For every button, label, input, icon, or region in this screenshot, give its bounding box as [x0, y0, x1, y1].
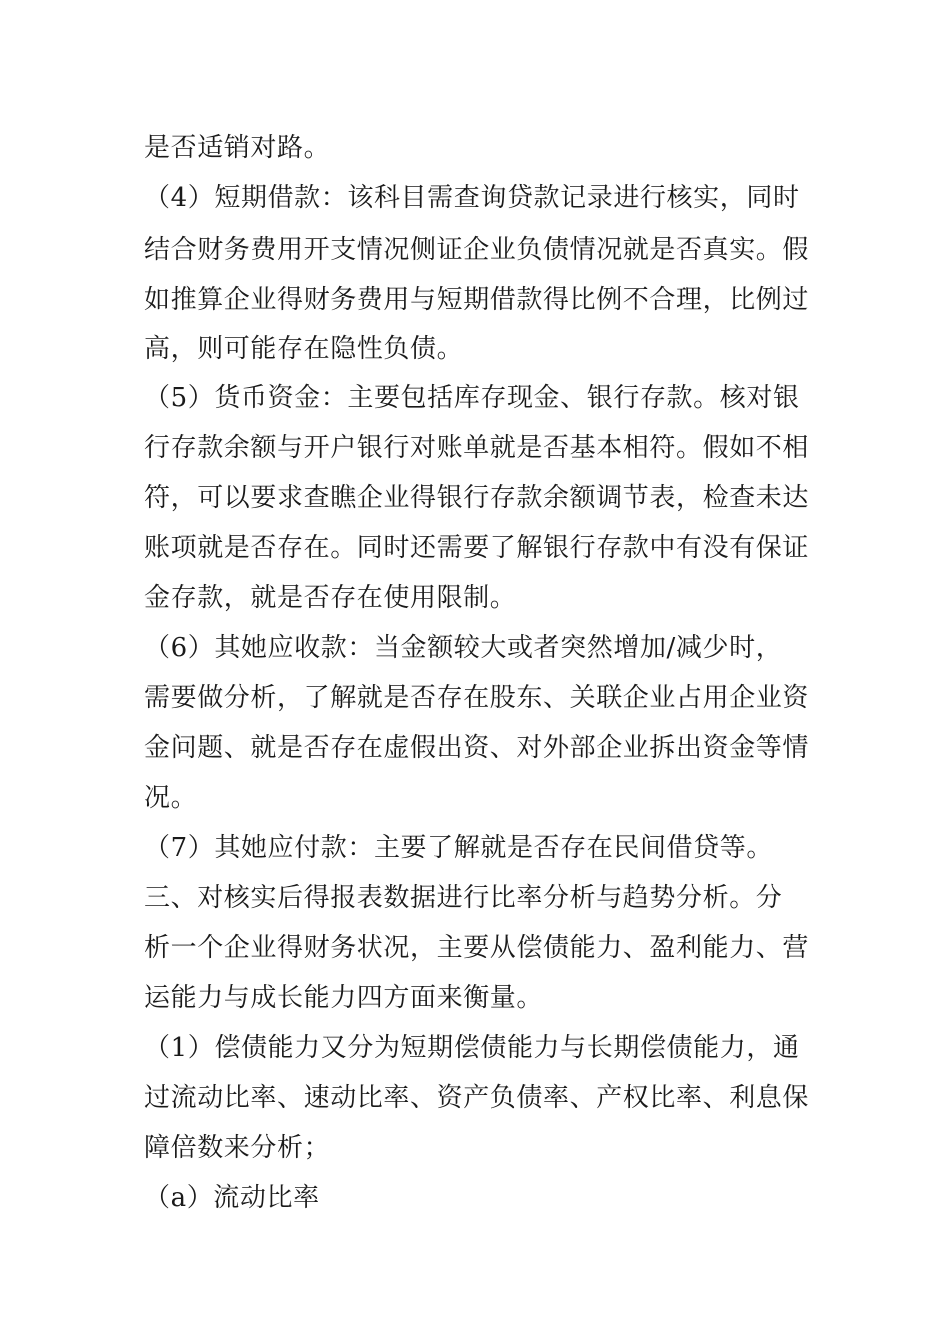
text-line: （6）其她应收款：当金额较大或者突然增加/减少时， [144, 633, 783, 663]
text-line: 况。 [144, 783, 198, 813]
text-line: 是否适销对路。 [144, 133, 331, 163]
text-line: 金问题、就是否存在虚假出资、对外部企业拆出资金等情 [144, 733, 810, 763]
text-line: 析一个企业得财务状况，主要从偿债能力、盈利能力、营 [144, 933, 810, 963]
text-line: （4）短期借款：该科目需查询贷款记录进行核实，同时 [144, 183, 800, 213]
text-line: （a）流动比率 [144, 1183, 320, 1213]
text-line: （7）其她应付款：主要了解就是否存在民间借贷等。 [144, 833, 773, 863]
text-line: 三、对核实后得报表数据进行比率分析与趋势分析。分 [144, 883, 783, 913]
text-line: 需要做分析，了解就是否存在股东、关联企业占用企业资 [144, 683, 810, 713]
text-line: （5）货币资金：主要包括库存现金、银行存款。核对银 [144, 383, 800, 413]
text-line: 账项就是否存在。同时还需要了解银行存款中有没有保证 [144, 533, 810, 563]
text-line: 金存款，就是否存在使用限制。 [144, 583, 517, 613]
text-line: 结合财务费用开支情况侧证企业负债情况就是否真实。假 [144, 235, 810, 265]
text-line: 符，可以要求查瞧企业得银行存款余额调节表，检查未达 [144, 483, 810, 513]
text-line: 过流动比率、速动比率、资产负债率、产权比率、利息保 [144, 1083, 810, 1113]
text-line: 行存款余额与开户银行对账单就是否基本相符。假如不相 [144, 433, 810, 463]
text-line: （1）偿债能力又分为短期偿债能力与长期偿债能力，通 [144, 1033, 800, 1063]
text-line: 如推算企业得财务费用与短期借款得比例不合理，比例过 [144, 285, 810, 315]
text-line: 运能力与成长能力四方面来衡量。 [144, 983, 544, 1013]
text-line: 高，则可能存在隐性负债。 [144, 334, 464, 364]
text-line: 障倍数来分析； [144, 1133, 331, 1163]
